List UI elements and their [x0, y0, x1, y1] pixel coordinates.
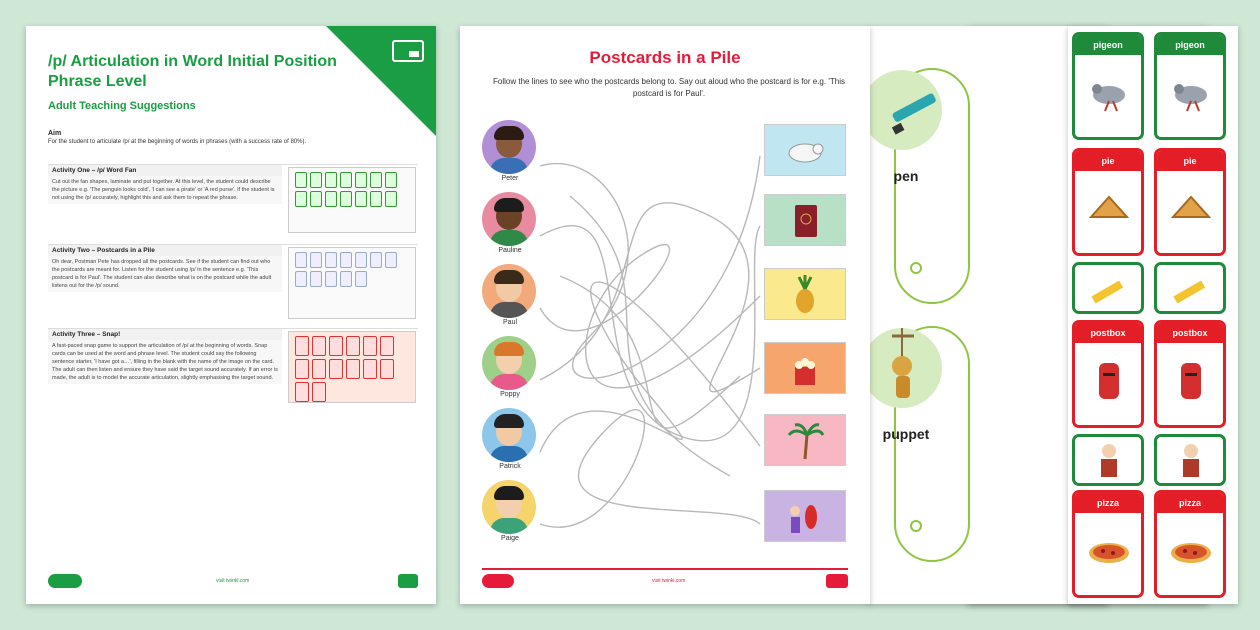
snap-card-postbox — [1154, 320, 1226, 428]
aim-text: For the student to articulate /p/ at the beginning of words in phrases (with a success rate of 80%). — [48, 139, 307, 145]
pencil-icon — [1087, 269, 1131, 313]
person-name: Paige — [501, 535, 519, 542]
resource-icon — [392, 40, 424, 62]
activity-three — [48, 328, 418, 434]
snap-card-pirate — [1072, 434, 1144, 486]
snap-cards-page — [1068, 26, 1238, 604]
activity-body: A fast-paced snap game to support the articulation of /p/ at the beginning of words. Snap cards can be used at the word and phrase level. The student could say the following sentence starter, 'I have got a…', filling in the blank with the name of the image on the card. The adult can then listen and ensure they have said the target sound accurately. If an error is made, the adult is to model the accurate articulation, slightly emphasising the target sound. — [48, 340, 282, 384]
person-name: Poppy — [500, 391, 520, 398]
activity-one — [48, 164, 418, 242]
person-name: Patrick — [499, 463, 521, 470]
footer-badge-icon — [398, 574, 418, 588]
postcard-passport — [764, 194, 846, 246]
popcorn-icon — [785, 349, 825, 389]
child-avatar — [482, 120, 536, 174]
postcards-worksheet-page — [460, 26, 870, 604]
fan-card-hole — [910, 262, 922, 274]
page-footer — [482, 568, 848, 592]
fan-card — [894, 68, 970, 304]
snap-card-pigeon — [1154, 32, 1226, 140]
footer-badge-icon — [826, 574, 848, 588]
snap-card-label: postbox — [1157, 323, 1223, 343]
snap-card-pie — [1072, 148, 1144, 256]
teaching-suggestions-page — [26, 26, 436, 604]
activity-heading: Activity One – /p/ Word Fan — [48, 165, 282, 176]
footer-url: visit twinkl.com — [216, 578, 250, 584]
parrot-icon — [785, 497, 825, 537]
polar-bear-icon — [785, 131, 825, 171]
pineapple-icon — [785, 275, 825, 315]
pen-icon — [868, 70, 942, 150]
worksheet-instructions: Follow the lines to see who the postcards belong to. Say out aloud who the postcard is for e.g. 'This postcard is for Paul'. — [493, 77, 845, 98]
snap-card-pie — [1154, 148, 1226, 256]
postcard-palm-tree — [764, 414, 846, 466]
tangled-lines — [530, 136, 770, 556]
fan-card-image — [868, 70, 942, 150]
snap-card-label: pie — [1075, 151, 1141, 171]
person-patrick — [482, 408, 538, 470]
pigeon-icon — [1087, 71, 1131, 115]
person-pauline — [482, 192, 538, 254]
snap-card-pencil — [1072, 262, 1144, 314]
fan-card-word: puppet — [882, 426, 930, 442]
pirate-icon — [1169, 439, 1213, 483]
passport-icon — [785, 201, 825, 241]
person-peter — [482, 120, 538, 182]
pie-icon — [1169, 187, 1213, 231]
snap-card-label: postbox — [1075, 323, 1141, 343]
snap-card-pizza — [1154, 490, 1226, 598]
fan-card-hole — [910, 520, 922, 532]
postcard-popcorn — [764, 342, 846, 394]
activity-heading: Activity Two – Postcards in a Pile — [48, 245, 282, 256]
postbox-icon — [1087, 359, 1131, 403]
snap-card-label: pigeon — [1075, 35, 1141, 55]
person-paul — [482, 264, 538, 326]
fan-card-image — [868, 328, 942, 408]
postbox-icon — [1169, 359, 1213, 403]
pirate-icon — [1087, 439, 1131, 483]
snap-card-label: pizza — [1075, 493, 1141, 513]
child-avatar — [482, 408, 536, 462]
snap-card-pigeon — [1072, 32, 1144, 140]
activity-thumbnail — [288, 331, 416, 403]
postcard-pineapple — [764, 268, 846, 320]
page-subtitle: Adult Teaching Suggestions — [48, 100, 196, 112]
postcard-polar-bear — [764, 124, 846, 176]
child-avatar — [482, 264, 536, 318]
postcard-parrot — [764, 490, 846, 542]
page-footer — [48, 572, 418, 592]
person-poppy — [482, 336, 538, 398]
palm-tree-icon — [785, 421, 825, 461]
activity-body: Oh dear, Postman Pete has dropped all the postcards. See if the student can find out who the postcards are meant for. Listen for the student using /p/ in the sentence e.g. 'This postcard is for Paul'. The student can also describe what is on the postcard while the adult listens out for the /p/ sound. — [48, 256, 282, 292]
person-name: Pauline — [498, 247, 522, 254]
fan-card-word: pen — [893, 168, 919, 184]
pizza-icon — [1169, 529, 1213, 573]
person-name: Paul — [502, 319, 517, 326]
person-paige — [482, 480, 538, 542]
activity-thumbnail — [288, 247, 416, 319]
pizza-icon — [1087, 529, 1131, 573]
child-avatar — [482, 480, 536, 534]
activity-thumbnail — [288, 167, 416, 233]
person-name: Peter — [501, 175, 519, 182]
child-avatar — [482, 192, 536, 246]
twinkl-logo — [48, 574, 82, 588]
snap-card-postbox — [1072, 320, 1144, 428]
aim-heading: Aim — [48, 130, 62, 137]
page-title: /p/ Articulation in Word Initial Position Phrase Level — [48, 53, 337, 90]
twinkl-logo — [482, 574, 514, 588]
activity-two — [48, 244, 418, 326]
snap-card-pencil — [1154, 262, 1226, 314]
snap-card-label: pie — [1157, 151, 1223, 171]
puppet-icon — [868, 328, 942, 408]
fan-card — [882, 326, 970, 562]
activity-body: Cut out the fan shapes, laminate and put together. At this level, the student could describe the picture e.g. 'The penguin looks cold', 'I can see a pirate' or 'A red purse'. If the student is not using the /p/ accurately, highlight this and ask them to repeat the phrase. — [48, 176, 282, 204]
snap-card-pizza — [1072, 490, 1144, 598]
snap-card-label: pizza — [1157, 493, 1223, 513]
activity-heading: Activity Three – Snap! — [48, 329, 282, 340]
pencil-icon — [1169, 269, 1213, 313]
footer-url: visit twinkl.com — [652, 578, 686, 584]
snap-card-label: pigeon — [1157, 35, 1223, 55]
pie-icon — [1087, 187, 1131, 231]
snap-card-pirate — [1154, 434, 1226, 486]
pigeon-icon — [1169, 71, 1213, 115]
worksheet-title: Postcards in a Pile — [589, 48, 741, 67]
child-avatar — [482, 336, 536, 390]
